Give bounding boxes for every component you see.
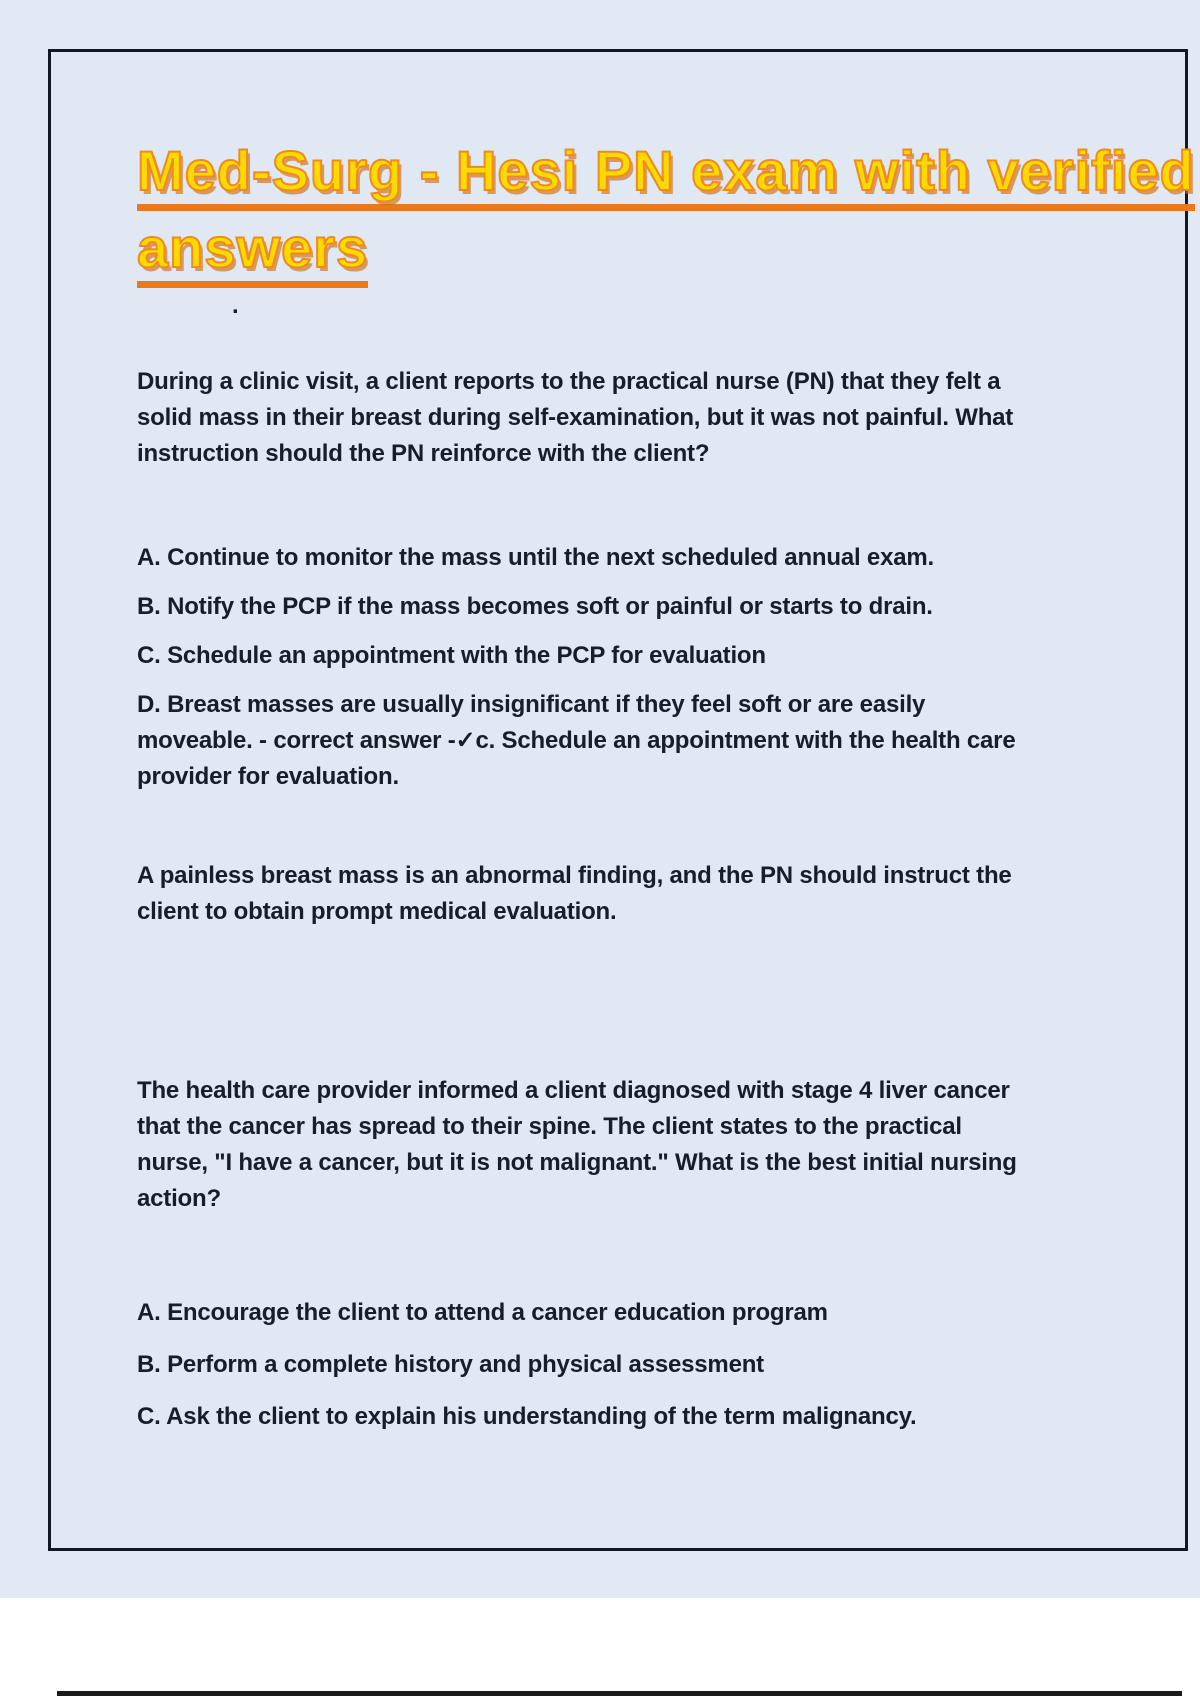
question-1-stem: During a clinic visit, a client reports to the practical nurse (PN) that they felt a solid mass in their breast during self-examination, but it was not painful. What instruction should the PN reinforce with the client? <box>137 368 1014 467</box>
answer-option: B. Perform a complete history and physical assessment <box>137 1351 764 1378</box>
exam-title-line-2: answers <box>137 217 368 288</box>
question-1-options <box>137 540 1027 808</box>
answer-option: C. Schedule an appointment with the PCP for evaluation <box>137 642 766 669</box>
answer-option-with-correct-answer: D. Breast masses are usually insignificant if they feel soft or are easily moveable. - correct answer -✓c. Schedule an appointment with the health care provider for evaluation. <box>137 691 1016 790</box>
exam-title <box>137 139 1195 294</box>
question-2-options <box>137 1295 1027 1451</box>
answer-option: C. Ask the client to explain his understanding of the term malignancy. <box>137 1403 917 1430</box>
question-2-stem: The health care provider informed a client diagnosed with stage 4 liver cancer that the cancer has spread to their spine. The client states to the practical nurse, "I have a cancer, but it is not malignant." What is the best initial nursing action? <box>137 1077 1017 1212</box>
answer-option: A. Encourage the client to attend a cancer education program <box>137 1299 828 1326</box>
answer-option: B. Notify the PCP if the mass becomes soft or painful or starts to drain. <box>137 593 933 620</box>
bottom-rule <box>57 1691 1182 1696</box>
exam-title-line-1: Med-Surg - Hesi PN exam with verified <box>137 140 1195 211</box>
stray-period: . <box>232 292 239 319</box>
answer-explanation: A painless breast mass is an abnormal finding, and the PN should instruct the client to obtain prompt medical evaluation. <box>137 862 1012 925</box>
answer-option: A. Continue to monitor the mass until the next scheduled annual exam. <box>137 544 934 571</box>
